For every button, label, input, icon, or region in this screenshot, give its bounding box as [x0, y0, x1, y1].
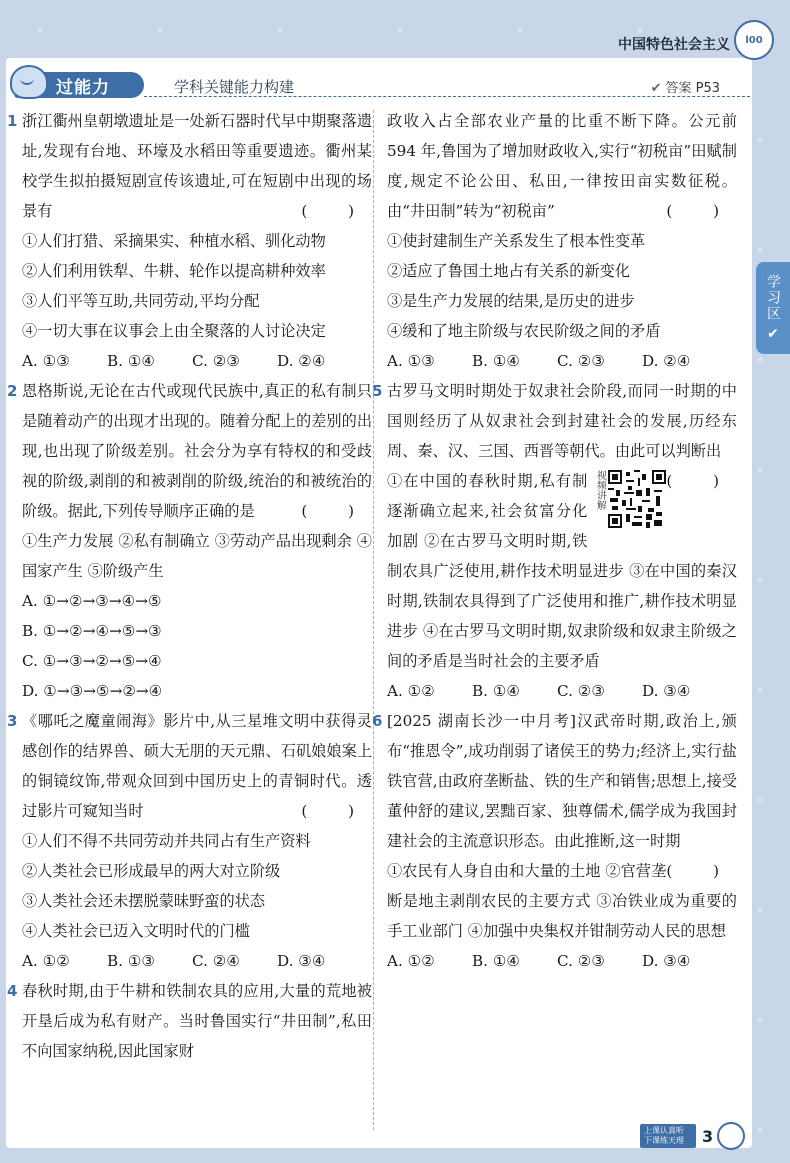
page-number: 3	[702, 1126, 714, 1146]
choice-a[interactable]: A. ①③	[22, 352, 70, 370]
choice-row	[387, 676, 737, 706]
choice-c[interactable]: C. ②③	[557, 682, 605, 700]
mascot-icon	[717, 1122, 745, 1150]
section-subtitle: 学科关键能力构建	[174, 78, 295, 96]
choice-d[interactable]: D. ②④	[277, 352, 326, 370]
option-item: ④一切大事在议事会上由全聚落的人讨论决定	[22, 322, 326, 340]
question-5	[372, 376, 737, 706]
option-item: ③是生产力发展的结果,是历史的进步	[387, 292, 635, 310]
option-item: ②适应了鲁国土地占有关系的新变化	[387, 262, 630, 280]
question-4	[7, 976, 372, 1066]
qr-code-icon[interactable]	[608, 470, 666, 528]
chapter-title: 中国特色社会主义	[618, 37, 730, 53]
option-item: ④缓和了地主阶级与农民阶级之间的矛盾	[387, 322, 661, 340]
left-column	[7, 106, 372, 1066]
answer-blank[interactable]: ( )	[666, 202, 737, 220]
question-4-continued	[387, 106, 737, 376]
choice-d[interactable]: D. ③④	[277, 952, 326, 970]
question-number: 2	[7, 382, 18, 400]
question-number: 3	[7, 712, 18, 730]
mascot-icon	[734, 20, 774, 60]
choice-d[interactable]: D. ③④	[642, 952, 691, 970]
option-item: ①人们打猎、采摘果实、种植水稻、驯化动物	[22, 232, 326, 250]
question-number: 6	[372, 712, 383, 730]
choice-d[interactable]: D. ③④	[642, 682, 691, 700]
section-divider	[144, 96, 750, 98]
choice-row	[387, 946, 737, 976]
mascot-text: l00	[745, 34, 763, 46]
choice-d[interactable]: D. ①→③→⑤→②→④	[22, 682, 163, 700]
choice-row	[22, 946, 372, 976]
choice-a[interactable]: A. ①→②→③→④→⑤	[22, 592, 162, 610]
question-stem-part2	[387, 106, 737, 226]
choice-c[interactable]: C. ②③	[192, 352, 240, 370]
choice-c[interactable]: C. ①→③→②→⑤→④	[22, 652, 162, 670]
stem-text: 政收入占全部农业产量的比重不断下降。公元前 594 年,鲁国为了增加财政收入,实行“初税亩”田赋制度,规定不论公田、私田,一律按田亩实数征税。由“井田制”转为“初税亩”	[387, 112, 737, 220]
stem-text: 浙江衢州皇朝墩遗址是一处新石器时代早中期聚落遗址,发现有台地、环壕及水稻田等重要遗迹。衢州某校学生拟拍摄短剧宣传该遗址,可在短剧中出现的场景有	[22, 112, 372, 220]
option-list: ①生产力发展 ②私有制确立 ③劳动产品出现剩余 ④国家产生 ⑤阶级产生	[22, 532, 372, 580]
mascot-badge-icon	[10, 65, 48, 99]
question-number: 1	[7, 112, 18, 130]
question-stem	[22, 106, 372, 226]
choice-b[interactable]: B. ①③	[107, 952, 156, 970]
section-badge	[14, 72, 144, 98]
answer-blank[interactable]: ( )	[301, 502, 372, 520]
choice-a[interactable]: A. ①②	[387, 952, 435, 970]
option-item: ②人类社会已形成最早的两大对立阶级	[22, 862, 281, 880]
question-stem-part1: 春秋时期,由于牛耕和铁制农具的应用,大量的荒地被开垦后成为私有财产。当时鲁国实行“井田制”,私田不向国家纳税,因此国家财	[22, 982, 372, 1060]
choice-a[interactable]: A. ①③	[387, 352, 435, 370]
answer-ref-text: 答案 P53	[665, 81, 720, 96]
question-number: 5	[372, 382, 383, 400]
option-item: ②人们利用铁犁、牛耕、轮作以提高耕种效率	[22, 262, 326, 280]
section-header	[14, 72, 750, 98]
stem-text: [2025 湖南长沙一中月考]汉武帝时期,政治上,颁布“推恩令”,成功削弱了诸侯王的势力;经济上,实行盐铁官营,由政府垄断盐、铁的生产和销售;思想上,接受董仲舒的建议,罢黜百家、独尊儒术,儒学成为我国封建社会的主流意识形态。由此推断,这一时期	[387, 712, 737, 850]
option-item: ③人类社会还未摆脱蒙昧野蛮的状态	[22, 892, 265, 910]
stem-text: 《哪吒之魔童闹海》影片中,从三星堆文明中获得灵感创作的结界兽、硕大无朋的天元鼎、石矶娘娘案上的铜镜纹饰,带观众回到中国历史上的青铜时代。透过影片可窥知当时	[22, 712, 372, 820]
page-footer	[640, 1121, 760, 1151]
answer-blank[interactable]: ( )	[666, 862, 737, 880]
option-item: ③人们平等互助,共同劳动,平均分配	[22, 292, 260, 310]
choice-b[interactable]: B. ①④	[472, 682, 521, 700]
choice-a[interactable]: A. ①②	[387, 682, 435, 700]
choice-a[interactable]: A. ①②	[22, 952, 70, 970]
question-3	[7, 706, 372, 976]
answer-reference[interactable]	[651, 77, 720, 96]
choice-b[interactable]: B. ①→②→④→⑤→③	[22, 622, 162, 640]
footer-slogan: 上课认真听 下课练天理	[640, 1124, 696, 1148]
question-stem	[22, 706, 372, 826]
answer-blank[interactable]: ( )	[666, 472, 737, 490]
choice-c[interactable]: C. ②③	[557, 952, 605, 970]
section-title: 过能力	[56, 77, 110, 98]
column-divider	[373, 110, 374, 1130]
option-list: ①在中国的春秋时期,私有制逐渐确立起来,社会贫富分化加剧 ②在古罗马文明时期,铁制农具广泛使用,耕作技术明显进步 ③在中国的秦汉时期,铁制农具得到了广泛使用和推广,耕作技术明显进步 ④在古罗马文明时期,奴隶阶级和奴隶主阶级之间的矛盾是当时社会的主要矛盾	[387, 472, 737, 670]
side-tab-study-area[interactable]	[756, 262, 790, 354]
video-qr[interactable]	[593, 470, 666, 528]
right-column	[372, 106, 737, 976]
question-1	[7, 106, 372, 376]
choice-b[interactable]: B. ①④	[472, 352, 521, 370]
answer-blank[interactable]: ( )	[301, 802, 372, 820]
choice-d[interactable]: D. ②④	[642, 352, 691, 370]
check-icon: ✔	[767, 326, 779, 342]
option-list: ①农民有人身自由和大量的土地 ②官营垄断是地主剥削农民的主要方式 ③冶铁业成为重要的手工业部门 ④加强中央集权并钳制劳动人民的思想	[387, 862, 737, 940]
question-6	[372, 706, 737, 976]
choice-b[interactable]: B. ①④	[107, 352, 156, 370]
question-stem	[387, 706, 737, 880]
stem-text: 古罗马文明时期处于奴隶社会阶段,而同一时期的中国则经历了从奴隶社会到封建社会的发展,历经东周、秦、汉、三国、西晋等朝代。由此可以判断出	[387, 382, 737, 460]
question-number: 4	[7, 982, 18, 1000]
question-2	[7, 376, 372, 706]
check-icon: ✔	[650, 81, 662, 96]
choice-row	[387, 346, 737, 376]
side-tab-label: 学习区	[765, 274, 781, 322]
stem-text: 恩格斯说,无论在古代或现代民族中,真正的私有制只是随着动产的出现才出现的。随着分配上的差别的出现,也出现了阶级差别。社会分为享有特权的和受歧视的阶级,剥削的和被剥削的阶级,统治的和被统治的阶级。据此,下列传导顺序正确的是	[22, 382, 372, 520]
qr-label: 视频讲解	[594, 470, 606, 510]
question-stem	[22, 376, 372, 526]
choice-c[interactable]: C. ②③	[557, 352, 605, 370]
option-item: ④人类社会已迈入文明时代的门槛	[22, 922, 250, 940]
choice-b[interactable]: B. ①④	[472, 952, 521, 970]
answer-blank[interactable]: ( )	[301, 202, 372, 220]
choice-row	[22, 346, 372, 376]
option-item: ①使封建制生产关系发生了根本性变革	[387, 232, 646, 250]
choice-c[interactable]: C. ②④	[192, 952, 240, 970]
option-item: ①人们不得不共同劳动并共同占有生产资料	[22, 832, 311, 850]
